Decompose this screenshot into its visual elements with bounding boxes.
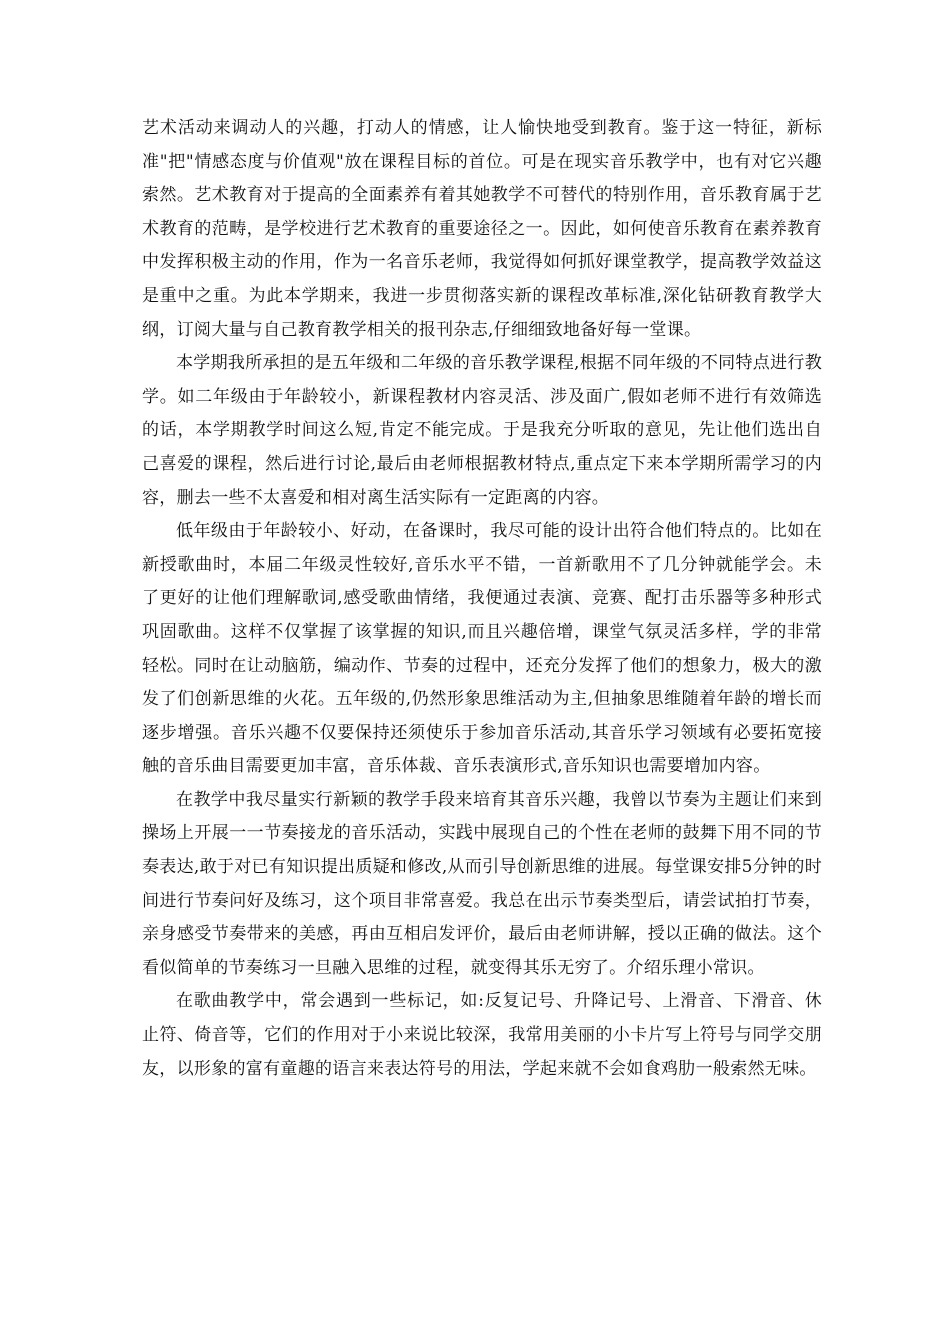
paragraph-1: 艺术活动来调动人的兴趣，打动人的情感，让人愉快地受到教育。鉴于这一特征，新标准"把"情感态度与价值观"放在课程目标的首位。可是在现实音乐教学中，也有对它兴趣索然。艺术教育对于提高的全面素养有着其她教学不可替代的特别作用，音乐教育属于艺术教育的范畴，是学校进行艺术教育的重要途径之一。因此，如何使音乐教育在素养教育中发挥积极主动的作用，作为一名音乐老师，我觉得如何抓好课堂教学，提高教学效益这是重中之重。为此本学期来，我进一步贯彻落实新的课程改革标准,深化钻研教育教学大纲，订阅大量与自己教育教学相关的报刊杂志,仔细细致地备好每一堂课。 xyxy=(142,118,822,340)
paragraph-5: 在歌曲教学中，常会遇到一些标记，如:反复记号、升降记号、上滑音、下滑音、休止符、倚音等，它们的作用对于小来说比较深，我常用美丽的小卡片写上符号与同学交朋友，以形象的富有童趣的语言来表达符号的用法，学起来就不会如食鸡肋一般索然无味。 xyxy=(142,991,822,1079)
body-text xyxy=(142,112,822,1086)
paragraph-4: 在教学中我尽量实行新颖的教学手段来培育其音乐兴趣，我曾以节奏为主题让们来到操场上开展一一节奏接龙的音乐活动，实践中展现自己的个性在老师的鼓舞下用不同的节奏表达,敢于对已有知识提出质疑和修改,从而引导创新思维的进展。每堂课安排5分钟的时间进行节奏问好及练习，这个项目非常喜爱。我总在出示节奏类型后，请尝试拍打节奏，亲身感受节奏带来的美感，再由互相启发评价，最后由老师讲解，授以正确的做法。这个看似简单的节奏练习一旦融入思维的过程，就变得其乐无穷了。介绍乐理小常识。 xyxy=(142,789,822,978)
paragraph-3: 低年级由于年龄较小、好动，在备课时，我尽可能的设计出符合他们特点的。比如在新授歌曲时，本届二年级灵性较好,音乐水平不错，一首新歌用不了几分钟就能学会。未了更好的让他们理解歌词,感受歌曲情绪，我便通过表演、竞赛、配打击乐器等多种形式巩固歌曲。这样不仅掌握了该掌握的知识,而且兴趣倍增，课堂气氛灵活多样，学的非常轻松。同时在让动脑筋，编动作、节奏的过程中，还充分发挥了他们的想象力，极大的激发了们创新思维的火花。五年级的,仍然形象思维活动为主,但抽象思维随着年龄的增长而逐步增强。音乐兴趣不仅要保持还须使乐于参加音乐活动,其音乐学习领域有必要拓宽接触的音乐曲目需要更加丰富，音乐体裁、音乐表演形式,音乐知识也需要增加内容。 xyxy=(142,521,822,777)
paragraph-2: 本学期我所承担的是五年级和二年级的音乐教学课程,根据不同年级的不同特点进行教学。如二年级由于年龄较小，新课程教材内容灵活、涉及面广,假如老师不进行有效筛选的话，本学期教学时间这么短,肯定不能完成。于是我充分听取的意见，先让他们选出自己喜爱的课程，然后进行讨论,最后由老师根据教材特点,重点定下来本学期所需学习的内容，删去一些不太喜爱和相对离生活实际有一定距离的内容。 xyxy=(142,353,822,508)
